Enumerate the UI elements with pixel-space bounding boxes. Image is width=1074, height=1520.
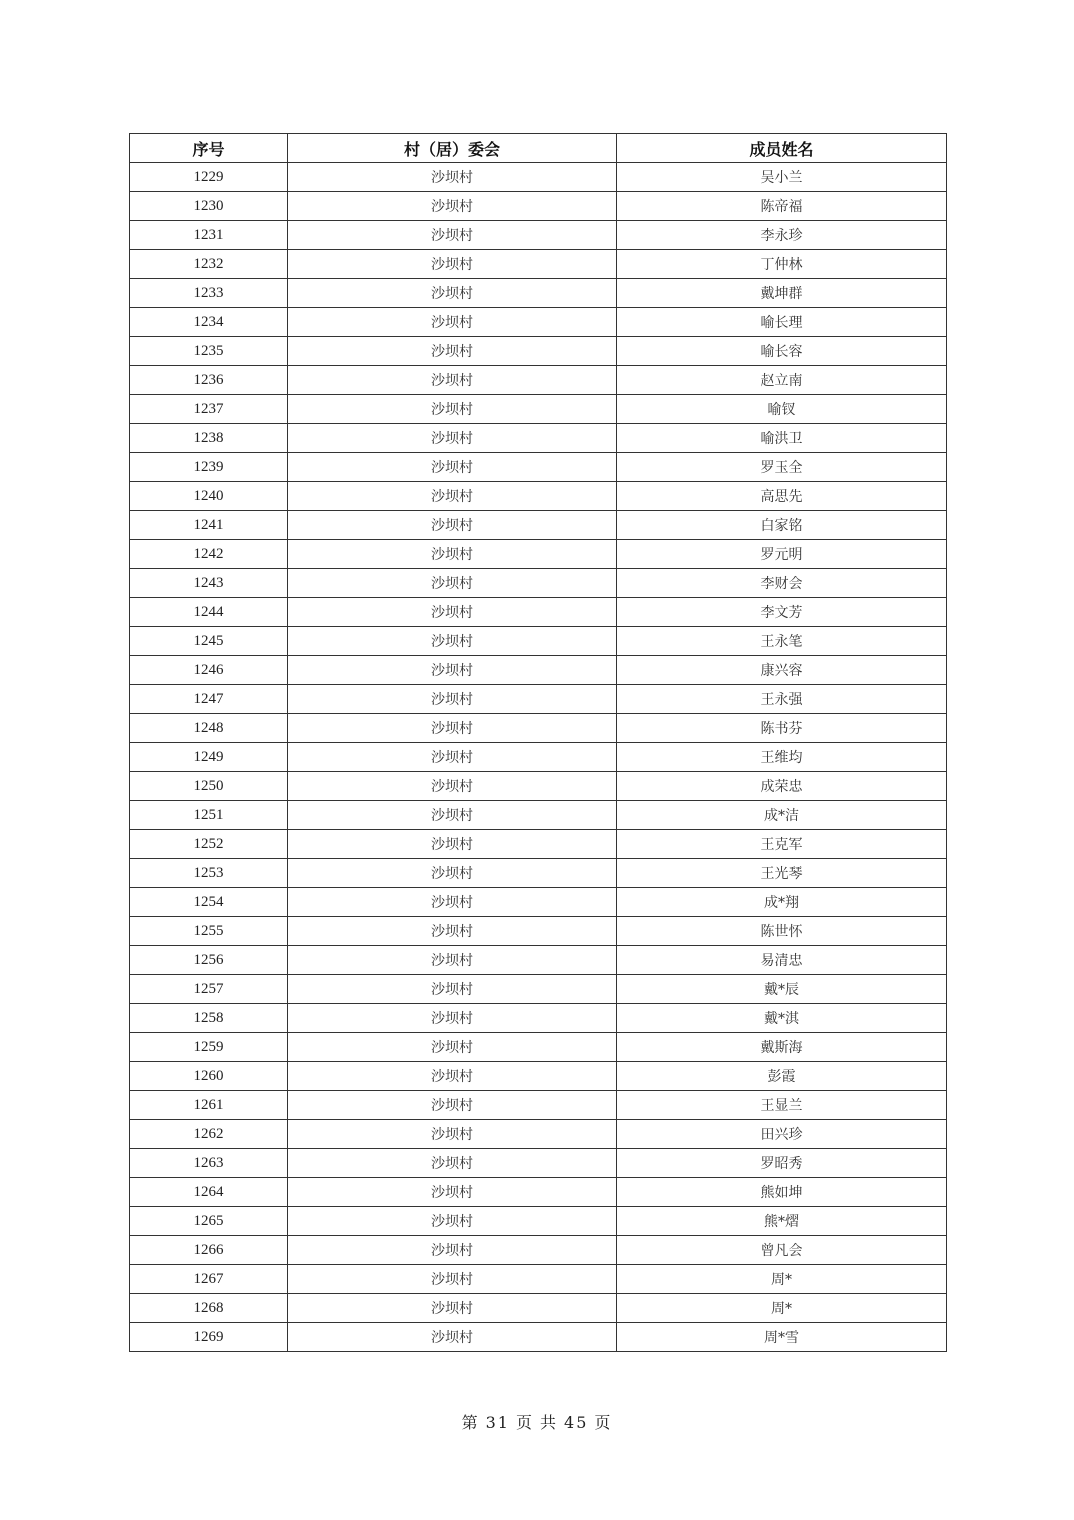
cell-serial-number: 1246: [130, 656, 288, 685]
cell-serial-number: 1257: [130, 975, 288, 1004]
table-row: [130, 163, 947, 192]
table-row: [130, 627, 947, 656]
table-row: [130, 424, 947, 453]
cell-member-name: 陈书芬: [617, 714, 947, 743]
cell-serial-number: 1255: [130, 917, 288, 946]
cell-member-name: 罗玉全: [617, 453, 947, 482]
cell-member-name: 熊*熠: [617, 1207, 947, 1236]
table-row: [130, 482, 947, 511]
cell-serial-number: 1266: [130, 1236, 288, 1265]
cell-village-committee: 沙坝村: [288, 1265, 617, 1294]
table-row: [130, 308, 947, 337]
cell-member-name: 李永珍: [617, 221, 947, 250]
cell-village-committee: 沙坝村: [288, 1120, 617, 1149]
cell-serial-number: 1263: [130, 1149, 288, 1178]
cell-serial-number: 1251: [130, 801, 288, 830]
cell-serial-number: 1269: [130, 1323, 288, 1352]
cell-member-name: 吴小兰: [617, 163, 947, 192]
cell-village-committee: 沙坝村: [288, 511, 617, 540]
table-row: [130, 395, 947, 424]
cell-member-name: 罗昭秀: [617, 1149, 947, 1178]
table-row: [130, 830, 947, 859]
table-body: [130, 163, 947, 1352]
cell-member-name: 王永强: [617, 685, 947, 714]
cell-member-name: 罗元明: [617, 540, 947, 569]
cell-member-name: 喻钗: [617, 395, 947, 424]
cell-village-committee: 沙坝村: [288, 975, 617, 1004]
cell-village-committee: 沙坝村: [288, 714, 617, 743]
cell-member-name: 彭霞: [617, 1062, 947, 1091]
table-row: [130, 1265, 947, 1294]
cell-village-committee: 沙坝村: [288, 743, 617, 772]
cell-serial-number: 1241: [130, 511, 288, 540]
cell-serial-number: 1254: [130, 888, 288, 917]
cell-member-name: 白家铭: [617, 511, 947, 540]
cell-serial-number: 1236: [130, 366, 288, 395]
header-village-committee: 村（居）委会: [288, 134, 617, 163]
cell-village-committee: 沙坝村: [288, 1033, 617, 1062]
cell-member-name: 喻长理: [617, 308, 947, 337]
cell-serial-number: 1250: [130, 772, 288, 801]
cell-serial-number: 1258: [130, 1004, 288, 1033]
member-roster-table: [129, 133, 947, 1352]
table-row: [130, 656, 947, 685]
table-row: [130, 569, 947, 598]
header-serial-number: 序号: [130, 134, 288, 163]
cell-serial-number: 1242: [130, 540, 288, 569]
cell-village-committee: 沙坝村: [288, 1178, 617, 1207]
table-row: [130, 685, 947, 714]
cell-serial-number: 1260: [130, 1062, 288, 1091]
cell-village-committee: 沙坝村: [288, 1004, 617, 1033]
cell-serial-number: 1253: [130, 859, 288, 888]
cell-member-name: 戴斯海: [617, 1033, 947, 1062]
table-header: [130, 134, 947, 163]
table-row: [130, 1207, 947, 1236]
cell-member-name: 王维均: [617, 743, 947, 772]
cell-village-committee: 沙坝村: [288, 888, 617, 917]
table-row: [130, 888, 947, 917]
cell-serial-number: 1234: [130, 308, 288, 337]
cell-serial-number: 1249: [130, 743, 288, 772]
table-row: [130, 801, 947, 830]
cell-village-committee: 沙坝村: [288, 250, 617, 279]
cell-serial-number: 1229: [130, 163, 288, 192]
footer-total-prefix: 共: [540, 1413, 559, 1432]
cell-serial-number: 1268: [130, 1294, 288, 1323]
table-row: [130, 1178, 947, 1207]
cell-member-name: 王永笔: [617, 627, 947, 656]
cell-village-committee: 沙坝村: [288, 627, 617, 656]
cell-village-committee: 沙坝村: [288, 656, 617, 685]
cell-member-name: 熊如坤: [617, 1178, 947, 1207]
cell-member-name: 王光琴: [617, 859, 947, 888]
table-row: [130, 540, 947, 569]
cell-village-committee: 沙坝村: [288, 482, 617, 511]
cell-serial-number: 1265: [130, 1207, 288, 1236]
cell-village-committee: 沙坝村: [288, 1149, 617, 1178]
cell-member-name: 高思先: [617, 482, 947, 511]
cell-village-committee: 沙坝村: [288, 395, 617, 424]
cell-village-committee: 沙坝村: [288, 598, 617, 627]
cell-serial-number: 1235: [130, 337, 288, 366]
table-row: [130, 1120, 947, 1149]
footer-page-suffix: 页: [594, 1413, 613, 1432]
table-row: [130, 1062, 947, 1091]
cell-serial-number: 1264: [130, 1178, 288, 1207]
table-row: [130, 975, 947, 1004]
cell-village-committee: 沙坝村: [288, 308, 617, 337]
cell-serial-number: 1252: [130, 830, 288, 859]
table-row: [130, 1091, 947, 1120]
cell-serial-number: 1243: [130, 569, 288, 598]
cell-village-committee: 沙坝村: [288, 772, 617, 801]
header-row: [130, 134, 947, 163]
table-row: [130, 946, 947, 975]
cell-village-committee: 沙坝村: [288, 569, 617, 598]
cell-serial-number: 1238: [130, 424, 288, 453]
cell-village-committee: 沙坝村: [288, 279, 617, 308]
cell-village-committee: 沙坝村: [288, 540, 617, 569]
cell-serial-number: 1239: [130, 453, 288, 482]
table-row: [130, 511, 947, 540]
cell-member-name: 陈世怀: [617, 917, 947, 946]
cell-member-name: 戴*辰: [617, 975, 947, 1004]
page-footer: [0, 1410, 1074, 1433]
cell-serial-number: 1261: [130, 1091, 288, 1120]
cell-serial-number: 1248: [130, 714, 288, 743]
cell-member-name: 陈帝福: [617, 192, 947, 221]
cell-member-name: 戴*淇: [617, 1004, 947, 1033]
footer-page-word: 页: [515, 1413, 534, 1432]
table-row: [130, 366, 947, 395]
cell-village-committee: 沙坝村: [288, 1294, 617, 1323]
cell-serial-number: 1247: [130, 685, 288, 714]
table-row: [130, 1323, 947, 1352]
cell-village-committee: 沙坝村: [288, 453, 617, 482]
cell-member-name: 王克军: [617, 830, 947, 859]
footer-current-page: 31: [485, 1413, 510, 1432]
cell-member-name: 赵立南: [617, 366, 947, 395]
cell-member-name: 成*翔: [617, 888, 947, 917]
cell-village-committee: 沙坝村: [288, 221, 617, 250]
cell-serial-number: 1259: [130, 1033, 288, 1062]
cell-village-committee: 沙坝村: [288, 1207, 617, 1236]
cell-village-committee: 沙坝村: [288, 1236, 617, 1265]
cell-village-committee: 沙坝村: [288, 1062, 617, 1091]
cell-member-name: 田兴珍: [617, 1120, 947, 1149]
cell-serial-number: 1240: [130, 482, 288, 511]
cell-serial-number: 1267: [130, 1265, 288, 1294]
cell-member-name: 成荣忠: [617, 772, 947, 801]
cell-serial-number: 1244: [130, 598, 288, 627]
table-row: [130, 917, 947, 946]
cell-village-committee: 沙坝村: [288, 859, 617, 888]
cell-member-name: 周*: [617, 1265, 947, 1294]
cell-member-name: 康兴容: [617, 656, 947, 685]
cell-village-committee: 沙坝村: [288, 1091, 617, 1120]
table-row: [130, 598, 947, 627]
cell-member-name: 喻洪卫: [617, 424, 947, 453]
table-row: [130, 743, 947, 772]
table-row: [130, 250, 947, 279]
cell-village-committee: 沙坝村: [288, 946, 617, 975]
cell-member-name: 戴坤群: [617, 279, 947, 308]
cell-village-committee: 沙坝村: [288, 163, 617, 192]
table-row: [130, 337, 947, 366]
table-row: [130, 1004, 947, 1033]
cell-serial-number: 1230: [130, 192, 288, 221]
cell-serial-number: 1233: [130, 279, 288, 308]
cell-village-committee: 沙坝村: [288, 801, 617, 830]
cell-village-committee: 沙坝村: [288, 917, 617, 946]
cell-member-name: 李文芳: [617, 598, 947, 627]
table-row: [130, 859, 947, 888]
table-row: [130, 279, 947, 308]
cell-serial-number: 1231: [130, 221, 288, 250]
cell-member-name: 周*雪: [617, 1323, 947, 1352]
cell-member-name: 成*洁: [617, 801, 947, 830]
cell-village-committee: 沙坝村: [288, 830, 617, 859]
cell-village-committee: 沙坝村: [288, 424, 617, 453]
cell-member-name: 易清忠: [617, 946, 947, 975]
cell-serial-number: 1256: [130, 946, 288, 975]
cell-serial-number: 1232: [130, 250, 288, 279]
table-row: [130, 714, 947, 743]
cell-serial-number: 1262: [130, 1120, 288, 1149]
table-row: [130, 1236, 947, 1265]
cell-member-name: 王显兰: [617, 1091, 947, 1120]
header-member-name: 成员姓名: [617, 134, 947, 163]
table-row: [130, 1294, 947, 1323]
cell-village-committee: 沙坝村: [288, 337, 617, 366]
cell-member-name: 周*: [617, 1294, 947, 1323]
footer-page-prefix: 第: [461, 1413, 480, 1432]
cell-village-committee: 沙坝村: [288, 366, 617, 395]
table-row: [130, 1033, 947, 1062]
footer-total-pages: 45: [564, 1413, 589, 1432]
cell-serial-number: 1245: [130, 627, 288, 656]
table-row: [130, 772, 947, 801]
table-row: [130, 221, 947, 250]
cell-village-committee: 沙坝村: [288, 1323, 617, 1352]
table-row: [130, 1149, 947, 1178]
cell-member-name: 曾凡会: [617, 1236, 947, 1265]
cell-member-name: 喻长容: [617, 337, 947, 366]
cell-village-committee: 沙坝村: [288, 685, 617, 714]
cell-member-name: 丁仲林: [617, 250, 947, 279]
table-row: [130, 453, 947, 482]
table-row: [130, 192, 947, 221]
cell-serial-number: 1237: [130, 395, 288, 424]
cell-village-committee: 沙坝村: [288, 192, 617, 221]
cell-member-name: 李财会: [617, 569, 947, 598]
